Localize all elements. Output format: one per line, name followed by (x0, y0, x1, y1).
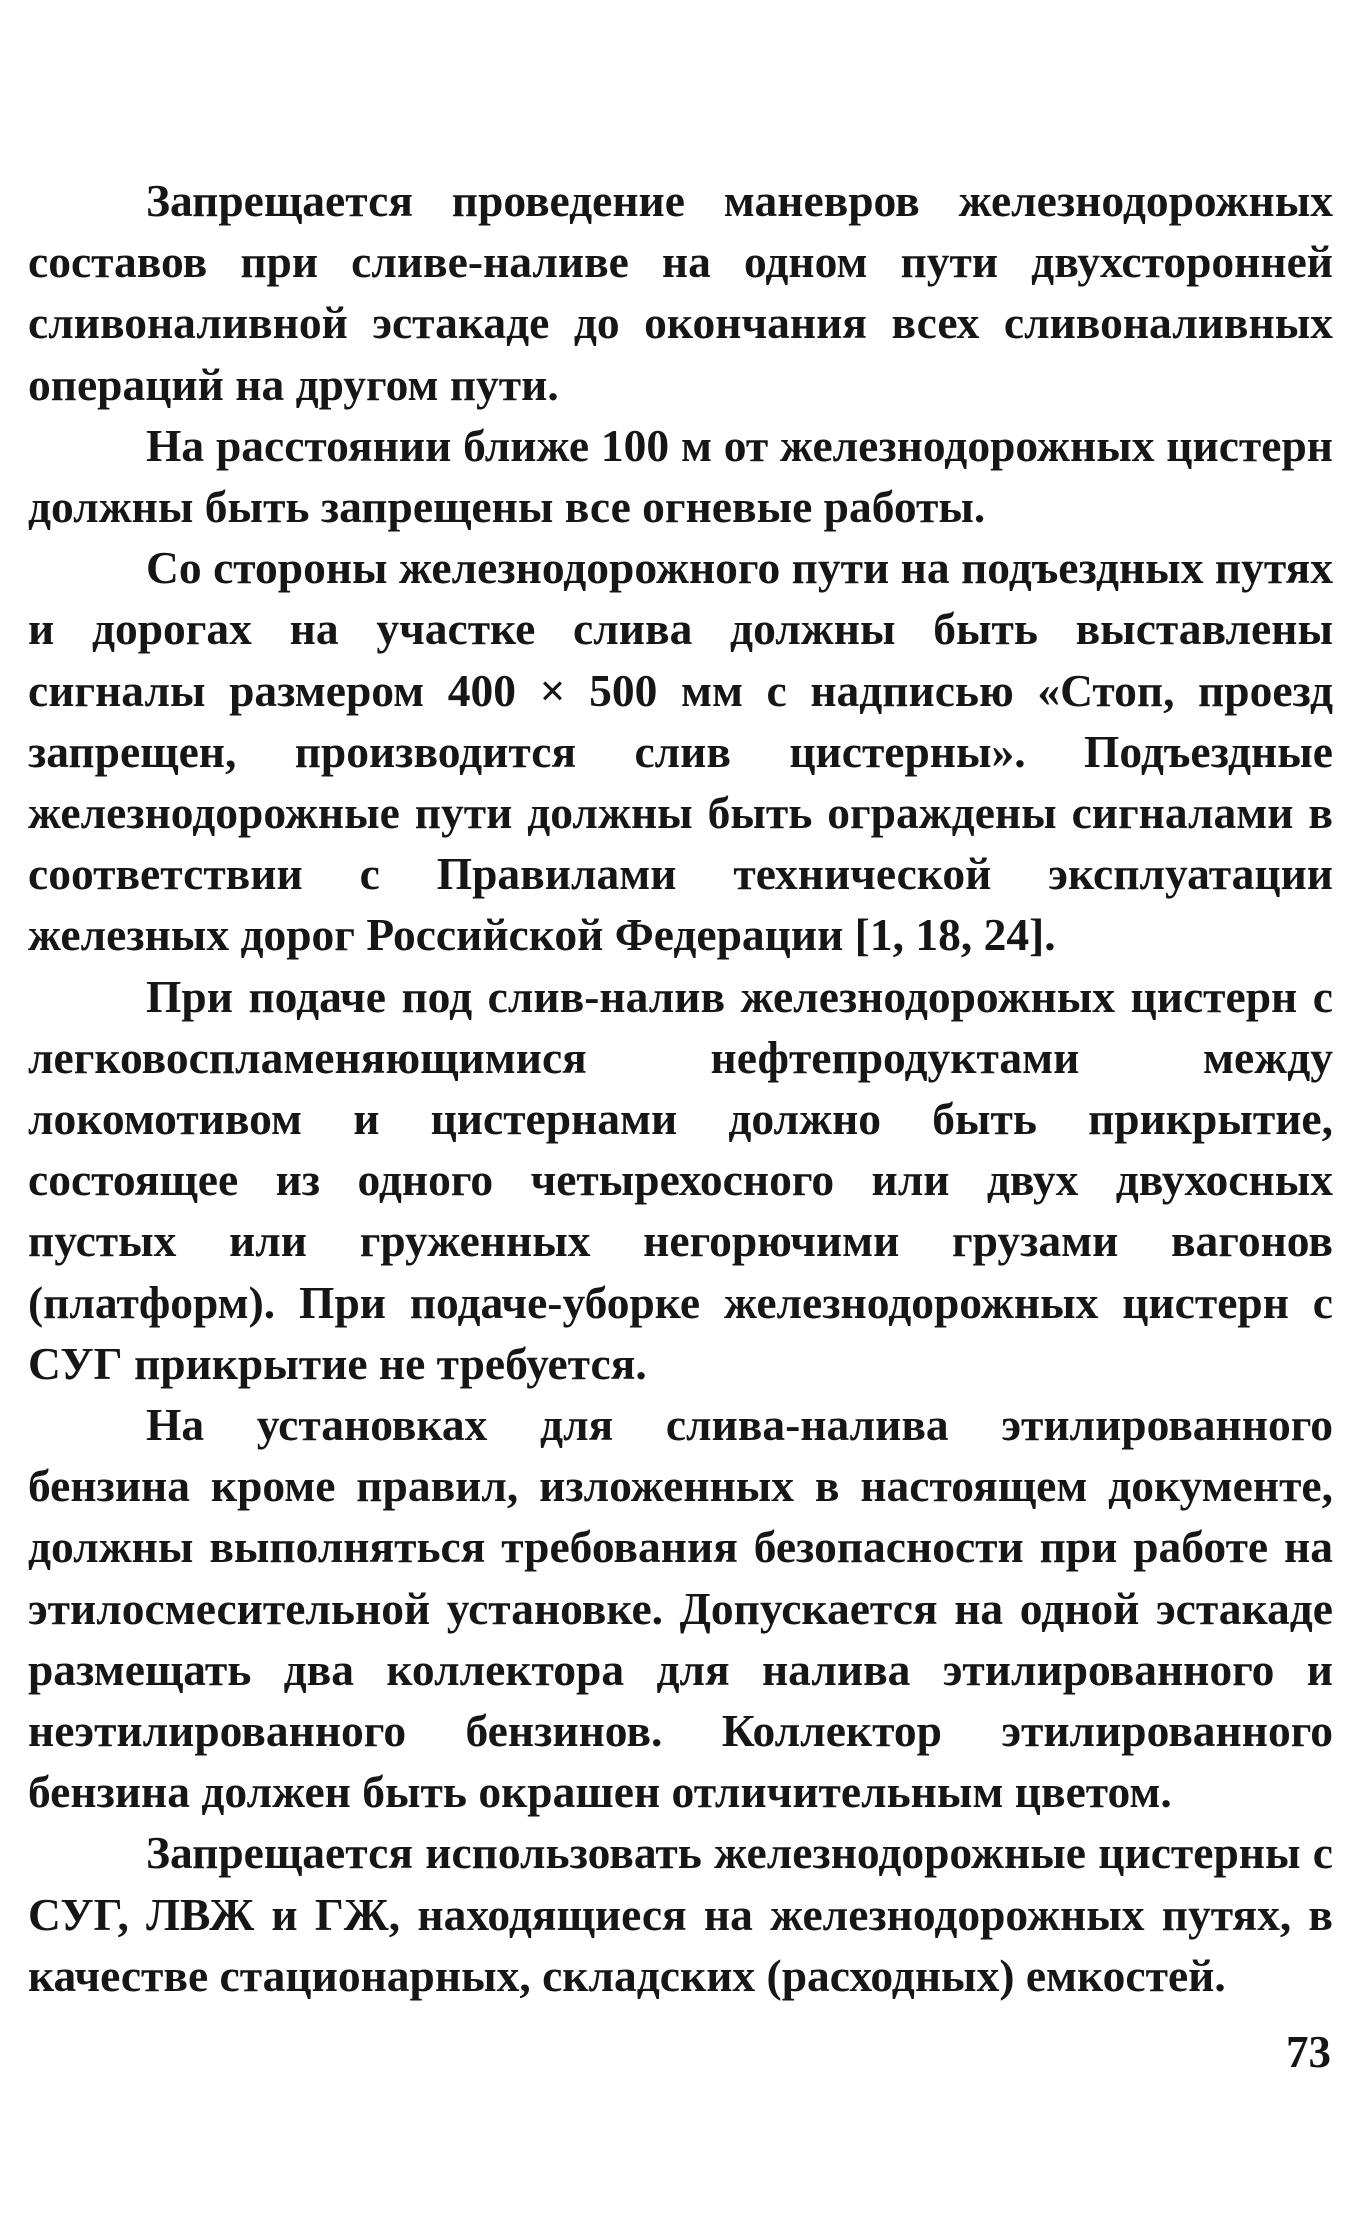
page-number: 73 (1286, 2027, 1331, 2077)
paragraph-cover-wagons: При подаче под слив-налив железнодорожных цистерн с легковоспламеняющимися нефтепродуктами между локомотивом и цистернами должно быть прикрытие, состоящее из одного четырехосного или двух двухосных пустых или груженных негорючими грузами вагонов (платформ). При подаче-уборке железнодорожных цистерн с СУГ прикрытие не требуется. (28, 970, 1333, 1389)
paragraph-leaded-gasoline: На установках для слива-налива этилированного бензина кроме правил, изложенных в настоящем документе, должны выполняться требования безопасности при работе на этилосмесительной установке. Допускается на одной эстакаде размещать два коллектора для налива этилированного и неэтилированного бензинов. Коллектор этилированного бензина должен быть окрашен отличительным цветом. (28, 1399, 1333, 1818)
paragraph-shunting-ban: Запрещается проведение маневров железнодорожных составов при сливе-наливе на одном пути двухсторонней сливоналивной эстакаде до окончания всех сливоналивных операций на другом пути. (28, 175, 1333, 410)
paragraph-stop-signals: Со стороны железнодорожного пути на подъездных путях и дорогах на участке слива должны быть выставлены сигналы размером 400 × 500 мм с надписью «Стоп, проезд запрещен, производится слив цистерны». Подъездные железнодорожные пути должны быть ограждены сигналами в соответствии с Правилами технической эксплуатации железных дорог Российской Федерации [1, 18, 24]. (28, 542, 1333, 961)
page-body (28, 170, 1333, 2006)
paragraph-fire-work-ban: На расстоянии ближе 100 м от железнодорожных цистерн должны быть запрещены все огневые работы. (28, 419, 1333, 533)
paragraph-tank-storage-ban: Запрещается использовать железнодорожные цистерны с СУГ, ЛВЖ и ГЖ, находящиеся на железнодорожных путях, в качестве стационарных, складских (расходных) емкостей. (28, 1827, 1333, 2001)
